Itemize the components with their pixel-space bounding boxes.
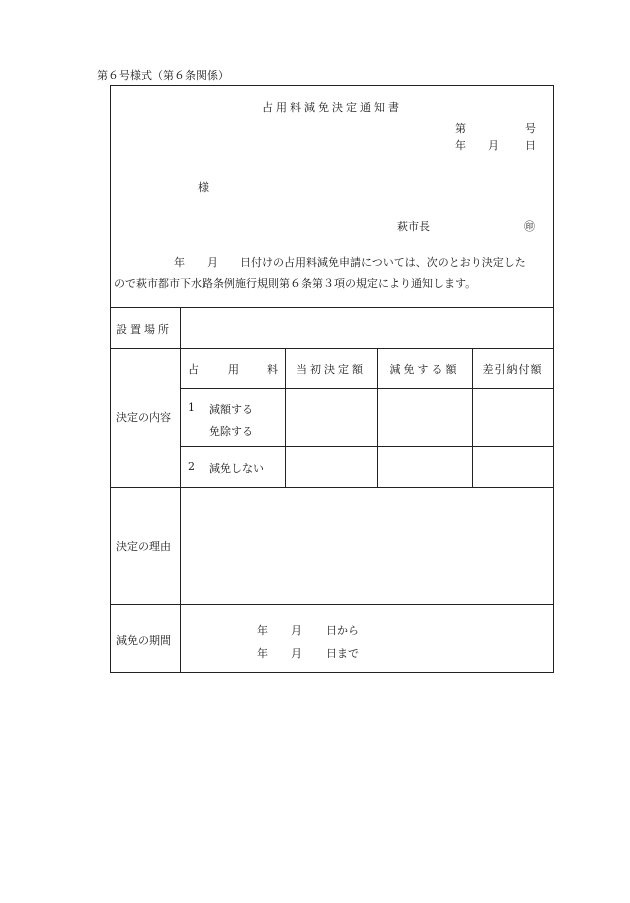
location-label: 設置場所 xyxy=(116,323,172,336)
reason-label: 決定の理由 xyxy=(116,540,171,553)
period-to-day: 日まで xyxy=(326,647,359,660)
number-prefix: 第 xyxy=(455,122,466,135)
body-text-line2: ので萩市都市下水路条例施行規則第６条第３項の規定により通知します。 xyxy=(114,277,477,290)
option1-reduce: 減額する xyxy=(209,403,253,416)
notice-form xyxy=(110,85,554,673)
divider-decision xyxy=(111,487,553,488)
option1-exempt: 免除する xyxy=(209,425,253,438)
date-year: 年 xyxy=(455,139,466,152)
divider-header xyxy=(111,307,553,308)
period-from-year: 年 xyxy=(257,624,268,637)
col-header-initial-amount: 当初決定額 xyxy=(296,363,366,376)
number-suffix: 号 xyxy=(525,122,536,135)
date-month: 月 xyxy=(488,139,499,152)
divider-option1 xyxy=(180,446,553,447)
col-header-occupancy-3: 料 xyxy=(267,363,278,376)
seal-mark: ㊞ xyxy=(524,220,535,233)
period-to-month: 月 xyxy=(291,647,302,660)
decision-label: 決定の内容 xyxy=(116,411,171,424)
body-text-line1: 年 月 日付けの占用料減免申請については、次のとおり決定した xyxy=(174,256,526,269)
col-header-occupancy-2: 用 xyxy=(228,363,239,376)
document-title: 占用料減免決定通知書 xyxy=(262,101,402,114)
option1-number: 1 xyxy=(188,401,195,414)
period-label: 減免の期間 xyxy=(116,634,171,647)
col-header-occupancy-1: 占 xyxy=(188,363,199,376)
period-from-day: 日から xyxy=(326,624,359,637)
divider-col-header xyxy=(180,388,553,389)
option2-number: 2 xyxy=(188,460,195,473)
option2-no-reduction: 減免しない xyxy=(209,462,264,475)
col-header-reduction-amount: 減免する額 xyxy=(389,363,460,376)
date-day: 日 xyxy=(525,139,536,152)
addressee-suffix: 様 xyxy=(198,181,209,194)
form-number: 第６号様式（第６条関係） xyxy=(97,69,229,82)
divider-reason xyxy=(111,604,553,605)
issuer-title: 萩市長 xyxy=(397,220,430,233)
col-header-net-payment: 差引納付額 xyxy=(482,363,543,376)
period-from-month: 月 xyxy=(291,624,302,637)
divider-location xyxy=(111,348,553,349)
label-column-divider xyxy=(180,307,181,672)
period-to-year: 年 xyxy=(257,647,268,660)
